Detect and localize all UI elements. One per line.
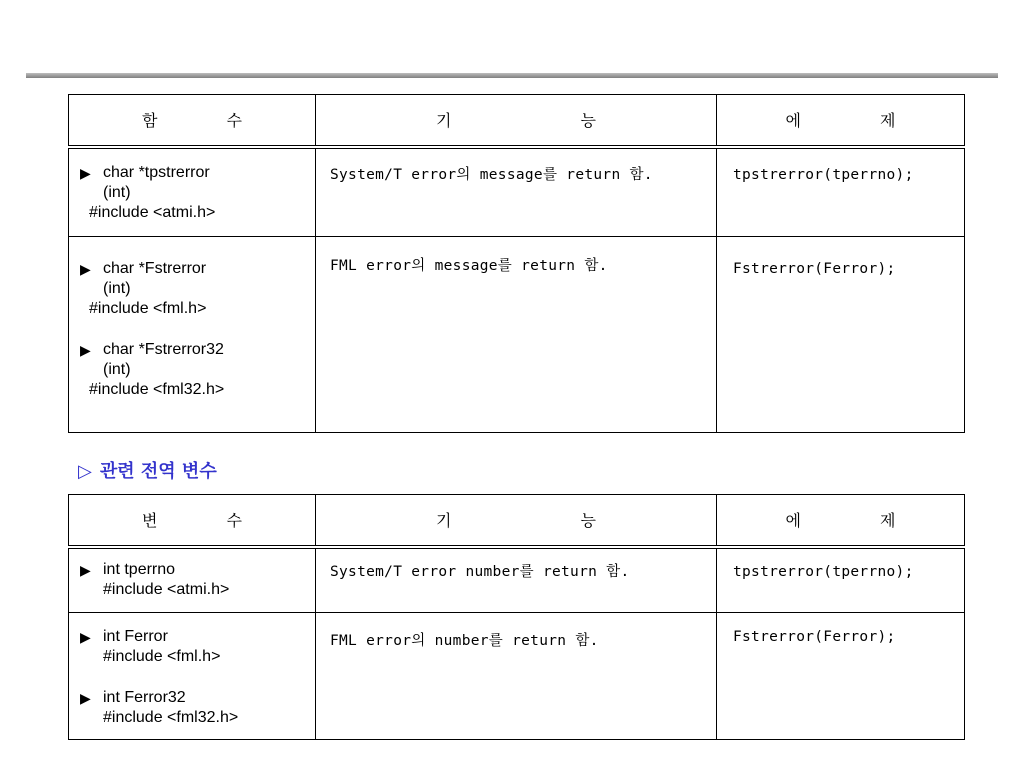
function-argument: (int) <box>103 183 131 201</box>
function-cell <box>69 237 316 433</box>
header-example-char2: 제 <box>880 111 896 131</box>
table-row <box>69 237 965 433</box>
header-example <box>717 495 965 547</box>
variable-entry <box>69 627 315 667</box>
header-example <box>717 95 965 147</box>
function-declaration: char *Fstrerror32 <box>103 341 224 358</box>
header-feature <box>316 95 717 147</box>
header-function-char1: 함 <box>142 111 158 131</box>
table-row <box>69 547 965 613</box>
feature-description: FML error의 number를 return 함. <box>316 613 717 740</box>
header-function <box>69 95 316 147</box>
bullet-icon: ▶ <box>80 690 91 706</box>
bullet-icon: ▶ <box>80 342 91 358</box>
example-code: tpstrerror(tperrno); <box>717 547 965 613</box>
function-argument: (int) <box>103 361 131 378</box>
variable-entry <box>69 560 315 600</box>
feature-description: System/T error number를 return 함. <box>316 547 717 613</box>
variable-table <box>68 494 965 740</box>
header-example-char1: 에 <box>785 511 801 531</box>
include-directive: #include <fml.h> <box>89 300 207 317</box>
variable-cell <box>69 613 316 740</box>
bullet-icon: ▶ <box>80 261 91 277</box>
feature-description: System/T error의 message를 return 함. <box>316 147 717 237</box>
variable-entry <box>69 688 315 728</box>
bullet-icon: ▶ <box>80 561 91 578</box>
header-feature-char1: 기 <box>436 111 452 131</box>
top-divider-bar <box>26 73 998 78</box>
header-function-char2: 수 <box>226 111 242 131</box>
header-feature-char2: 능 <box>580 111 596 131</box>
variable-cell <box>69 547 316 613</box>
header-feature-char2: 능 <box>580 511 596 531</box>
example-code: Fstrerror(Ferror); <box>717 613 965 740</box>
feature-description: FML error의 message를 return 함. <box>316 237 717 433</box>
variable-declaration: int tperrno <box>103 560 176 578</box>
variable-declaration: int Ferror32 <box>103 689 186 706</box>
header-variable-char2: 수 <box>226 511 242 531</box>
header-variable <box>69 495 316 547</box>
header-variable-char1: 변 <box>142 511 158 531</box>
example-code: tpstrerror(tperrno); <box>717 147 965 237</box>
header-feature-char1: 기 <box>436 511 452 531</box>
bullet-icon: ▶ <box>80 164 91 181</box>
include-directive: #include <fml32.h> <box>89 381 225 398</box>
function-entry <box>69 340 315 400</box>
variable-declaration: int Ferror <box>103 628 168 645</box>
function-declaration: char *Fstrerror <box>103 260 207 277</box>
function-entry <box>69 163 315 223</box>
header-feature <box>316 495 717 547</box>
related-globals-heading <box>78 457 217 483</box>
function-table <box>68 94 965 433</box>
function-entry <box>69 259 315 319</box>
include-directive: #include <atmi.h> <box>89 203 216 221</box>
include-directive: #include <fml.h> <box>103 648 221 665</box>
bullet-icon: ▶ <box>80 629 91 645</box>
function-cell <box>69 147 316 237</box>
include-directive: #include <atmi.h> <box>103 580 230 598</box>
example-code: Fstrerror(Ferror); <box>717 237 965 433</box>
header-example-char2: 제 <box>880 511 896 531</box>
table-row <box>69 613 965 740</box>
function-argument: (int) <box>103 280 131 297</box>
function-declaration: char *tpstrerror <box>103 163 210 181</box>
triangle-marker-icon: ▷ <box>78 461 92 482</box>
header-example-char1: 에 <box>785 111 801 131</box>
heading-text: 관련 전역 변수 <box>99 461 217 482</box>
include-directive: #include <fml32.h> <box>103 709 239 726</box>
table-row <box>69 147 965 237</box>
